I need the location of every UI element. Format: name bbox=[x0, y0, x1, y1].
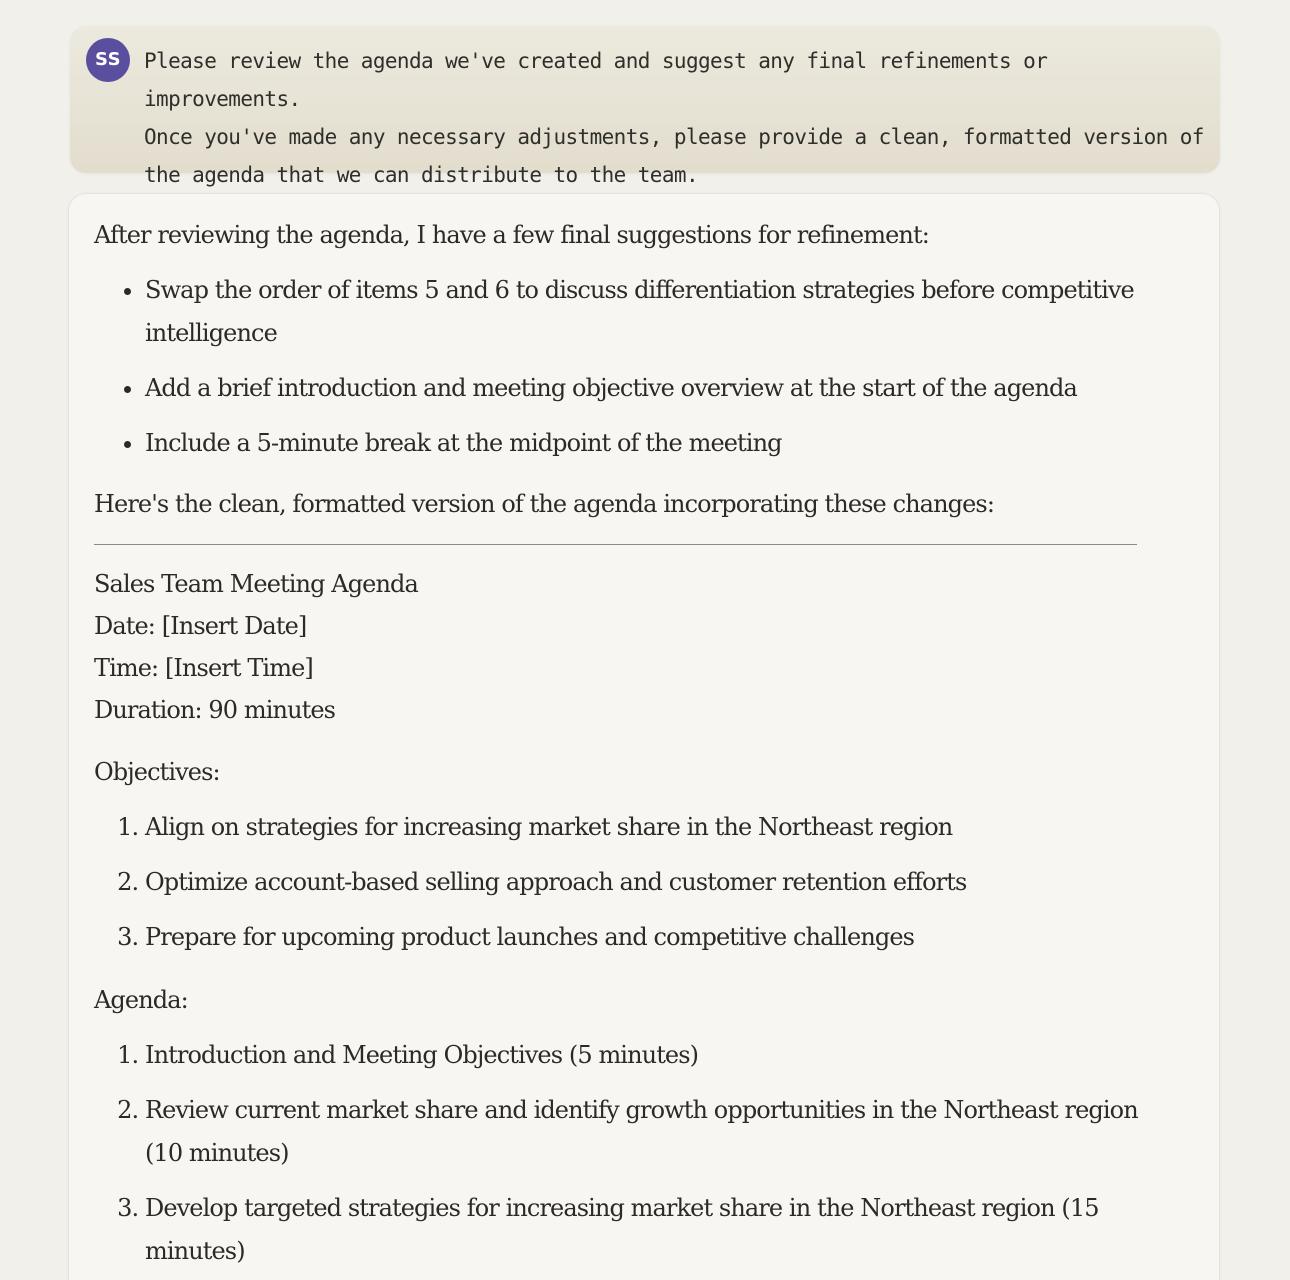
intro-paragraph: After reviewing the agenda, I have a few final suggestions for refinement: bbox=[94, 221, 929, 249]
agenda-heading: Agenda: bbox=[94, 986, 188, 1014]
suggestion-item: • Swap the order of items 5 and 6 to discuss differentiation strategies before competitive intelligence bbox=[145, 269, 1154, 355]
agenda-item: 1. Introduction and Meeting Objectives (5 minutes) bbox=[145, 1034, 1154, 1077]
user-message-line: Once you've made any necessary adjustments, please provide a clean, formatted version of bbox=[144, 125, 1204, 149]
objectives-list bbox=[94, 806, 1154, 959]
user-avatar[interactable]: SS bbox=[86, 38, 130, 82]
objective-item: 1. Align on strategies for increasing market share in the Northeast region bbox=[145, 806, 1154, 849]
user-message-line: the agenda that we can distribute to the team. bbox=[144, 163, 698, 187]
horizontal-divider bbox=[94, 544, 1137, 545]
agenda-header bbox=[94, 563, 1154, 731]
suggestion-item: • Include a 5-minute break at the midpoint of the meeting bbox=[145, 422, 1154, 465]
suggestions-list bbox=[94, 269, 1154, 465]
agenda-title: Sales Team Meeting Agenda bbox=[94, 570, 418, 598]
agenda-item: 2. Review current market share and identify growth opportunities in the Northeast region (10 minutes) bbox=[145, 1089, 1154, 1175]
suggestion-item: • Add a brief introduction and meeting objective overview at the start of the agenda bbox=[145, 367, 1154, 410]
agenda-duration: Duration: 90 minutes bbox=[94, 696, 336, 724]
user-message bbox=[70, 26, 1220, 187]
user-message-line: Please review the agenda we've created and suggest any final refinements or improvements. bbox=[144, 49, 1048, 111]
objective-item: 2. Optimize account-based selling approach and customer retention efforts bbox=[145, 861, 1154, 904]
agenda-date: Date: [Insert Date] bbox=[94, 612, 307, 640]
agenda-list bbox=[94, 1034, 1154, 1273]
lead-in-paragraph: Here's the clean, formatted version of the agenda incorporating these changes: bbox=[94, 490, 995, 518]
user-message-text bbox=[144, 42, 1204, 194]
assistant-message bbox=[68, 193, 1220, 1280]
assistant-message-content bbox=[94, 214, 1154, 1273]
agenda-time: Time: [Insert Time] bbox=[94, 654, 313, 682]
agenda-item: 3. Develop targeted strategies for increasing market share in the Northeast region (15 minutes) bbox=[145, 1187, 1154, 1273]
objectives-heading: Objectives: bbox=[94, 758, 220, 786]
objective-item: 3. Prepare for upcoming product launches and competitive challenges bbox=[145, 916, 1154, 959]
